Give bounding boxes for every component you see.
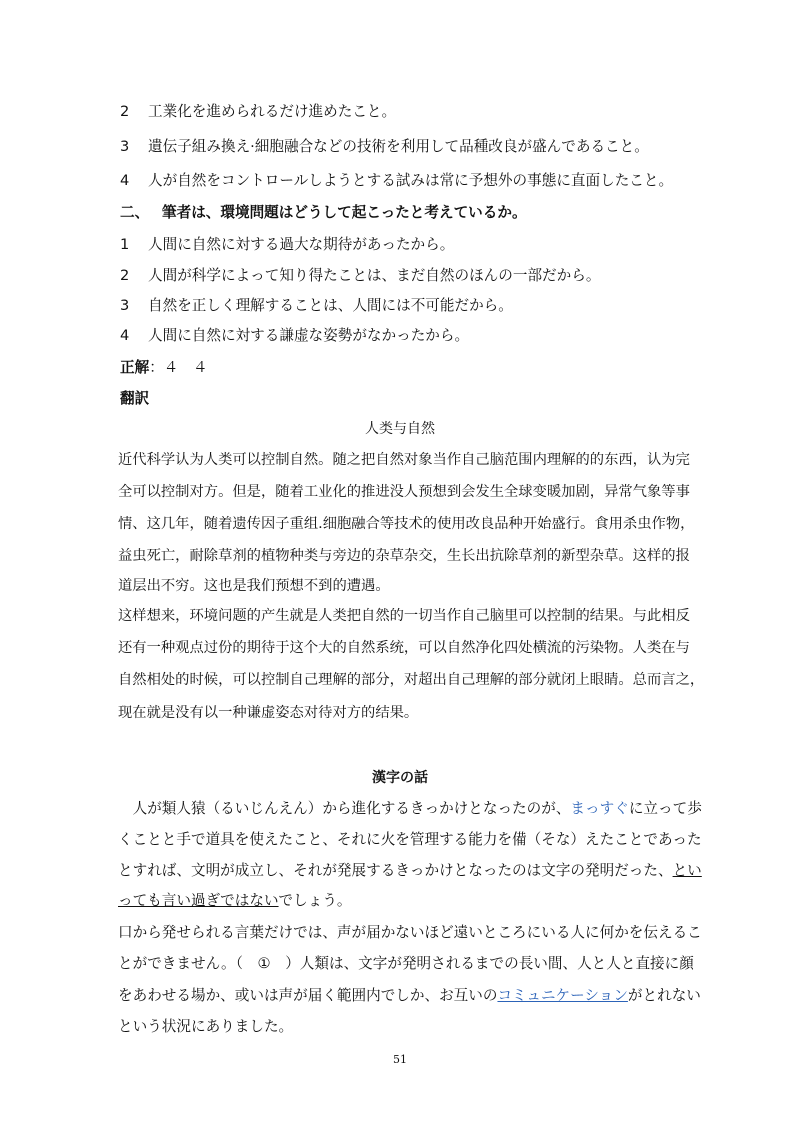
option-text: 人間が科学によって知り得たことは、まだ自然のほんの一部だから。 xyxy=(148,267,601,284)
translation-label: 翻訳 xyxy=(120,390,150,407)
page-number: 51 xyxy=(393,1053,407,1066)
option-text: 自然を正しく理解することは、人間には不可能だから。 xyxy=(148,297,513,314)
text-segment: がとれない xyxy=(627,987,701,1004)
option-q2-3 xyxy=(120,294,513,315)
kanji-para-line: とができません。（ ① ）人類は、文字が発明されるまでの長い間、人と人と直接に顔 xyxy=(118,955,694,972)
option-q1-3 xyxy=(120,135,649,156)
chinese-line: 情、这几年，随着遗传因子重组.细胞融合等技术的使用改良品种开始盛行。食用杀虫作物， xyxy=(118,516,695,532)
answer-line xyxy=(120,356,208,377)
chinese-line: 还有一种观点过份的期待于这个大的自然系统，可以自然净化四处横流的污染物。人类在与 xyxy=(118,640,690,656)
option-text: 工業化を進められるだけ進めたこと。 xyxy=(148,103,397,120)
text-segment: とすれば、文明が成立し、それが発展するきっかけとなったのは文字の発明だった、 xyxy=(118,862,673,879)
option-text: 人が自然をコントロールしようとする試みは常に予想外の事態に直面したこと。 xyxy=(148,172,674,189)
option-text: 遺伝子組み換え·細胞融合などの技術を利用して品種改良が盛んであること。 xyxy=(148,138,649,155)
chinese-line: 全可以控制对方。但是，随着工业化的推进没人预想到会发生全球变暖加剧，异常气象等事 xyxy=(118,484,690,500)
option-number: 2 xyxy=(120,267,130,284)
option-text: 人間に自然に対する謙虚な姿勢がなかったから。 xyxy=(148,327,470,344)
answer-value: ：４ ４ xyxy=(149,359,208,376)
answer-label: 正解 xyxy=(120,359,150,376)
chinese-line: 益虫死亡，耐除草剂的植物种类与旁边的杂草杂交，生长出抗除草剂的新型杂草。这样的报 xyxy=(118,548,690,564)
chinese-line: 现在就是没有以一种谦虚姿态对待对方的结果。 xyxy=(118,705,419,721)
kanji-para-line xyxy=(118,984,701,1005)
chinese-line: 自然相处的时候，可以控制自己理解的部分，对超出自己理解的部分就闭上眼睛。总而言之， xyxy=(118,672,705,688)
kanji-para-line xyxy=(118,859,702,880)
text-segment: 人が類人猿（るいじんえん）から進化するきっかけとなったのが、 xyxy=(118,800,571,817)
kanji-para-line xyxy=(118,889,352,910)
option-text: 人間に自然に対する過大な期待があったから。 xyxy=(148,236,455,253)
communication-link[interactable]: コミュニケーション xyxy=(497,987,628,1004)
option-q1-2 xyxy=(120,100,396,121)
text-segment: をあわせる場か、或いは声が届く範囲内でしか、お互いの xyxy=(118,987,498,1004)
option-q2-4 xyxy=(120,324,469,345)
kanji-title: 漢字の話 xyxy=(372,770,428,786)
text-segment: に立って歩 xyxy=(628,800,702,817)
question-number: 二、 xyxy=(120,204,150,221)
option-number: 3 xyxy=(120,297,130,314)
kanji-para-line: くことと手で道具を使えたこと、それに火を管理する能力を備（そな）えたことであった xyxy=(118,831,702,848)
kanji-para-line: 口から発せられる言葉だけでは、声が届かないほど遠いところにいる人に何かを伝えるこ xyxy=(118,924,702,941)
question-text: 筆者は、環境問題はどうして起こったと考えているか。 xyxy=(162,204,527,221)
kanji-para-line xyxy=(118,797,702,818)
chinese-line: 近代科学认为人类可以控制自然。随之把自然对象当作自己脑范围内理解的的东西，认为完 xyxy=(118,452,690,468)
text-segment: でしょう。 xyxy=(278,892,352,909)
highlighted-word: まっすぐ xyxy=(570,800,629,817)
underlined-phrase: っても言い過ぎではない xyxy=(118,892,279,909)
kanji-para-line: という状況にありました。 xyxy=(118,1018,294,1035)
chinese-line: 道层出不穷。这也是我们预想不到的遭遇。 xyxy=(118,578,390,594)
option-number: 4 xyxy=(120,327,130,344)
option-number: 1 xyxy=(120,236,130,253)
option-number: 2 xyxy=(120,103,130,120)
option-q2-1 xyxy=(120,233,454,254)
underlined-phrase: とい xyxy=(672,862,702,879)
chinese-title: 人类与自然 xyxy=(365,421,435,437)
option-q1-4 xyxy=(120,169,673,190)
chinese-line: 这样想来，环境问题的产生就是人类把自然的一切当作自己脑里可以控制的结果。与此相反 xyxy=(118,608,690,624)
option-number: 4 xyxy=(120,172,130,189)
option-number: 3 xyxy=(120,138,130,155)
question-2 xyxy=(120,201,527,222)
option-q2-2 xyxy=(120,264,600,285)
